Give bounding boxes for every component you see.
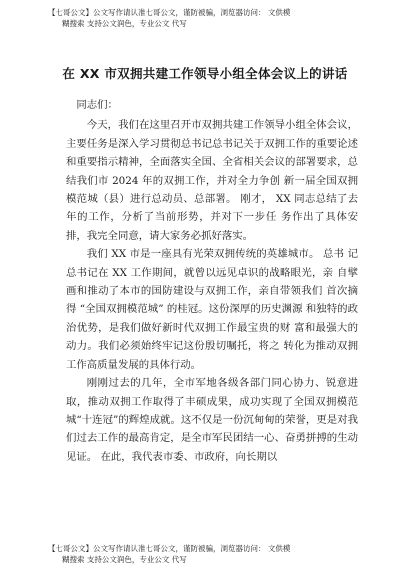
footer-watermark-banner bbox=[48, 543, 378, 565]
header-watermark-banner bbox=[48, 7, 378, 29]
header-banner-line-2: 糊搜索 支持公文润色，专业公文 代写 bbox=[62, 19, 187, 28]
document-body bbox=[66, 96, 358, 466]
header-banner-line-1: 【七哥公文】公文写作请认准七哥公文，谨防被骗，浏览器访问： 文供模 bbox=[48, 8, 291, 17]
paragraph-3: 刚刚过去的几年，全市军地各级各部门同心协力、锐意进取，推动双拥工作取得了丰硕成果，成功实现了全国双拥模范城“十连冠”的辉煌成就。这不仅是一份沉甸甸的荣誉，更是对我们过去工作的最高肯定，是全市军民团结一心、奋勇拼搏的生动见证。 在此，我代表市委、市政府，向长期以 bbox=[66, 377, 358, 463]
paragraph-1: 今天，我们在这里召开市双拥共建工作领导小组全体会议，主要任务是深入学习贯彻总书记总书记关于双拥工作的重要论述和重要指示精神，全面落实全国、全省相关会议的部署要求，总结我们市 2024 年的双拥工作，并对全力争创 新一届全国双拥模范城（县）进行总动员、总部署。 刚才， XX 同志总结了去年的工作，分析了当前形势，并对下一步任 务作出了具体安排，我完全同意，请大家务必抓好落实。 bbox=[66, 119, 358, 242]
document-title: 在 XX 市双拥共建工作领导小组全体会议上的讲话 bbox=[62, 66, 348, 81]
footer-banner-line-2: 糊搜索 支持公文润色，专业公文 代写 bbox=[62, 555, 187, 564]
paragraph-2: 我们 XX 市是一座具有光荣双拥传统的英雄城市。 总书 记总书记在 XX 工作期间，就曾以远见卓识的战略眼光，亲 自擘画和推动了本市的国防建设与双拥工作，亲自带领我们 首次摘得 “全国双拥模范城” 的桂冠。这份深厚的历史渊源 和独特的政治优势，是我们做好新时代双拥工作最宝贵的财 富和最强大的动力。我们必须始终牢记这份殷切嘱托，将之 转化为推动双拥工作高质量发展的具体行动。 bbox=[66, 248, 358, 371]
footer-banner-line-1: 【七哥公文】公文写作请认准七哥公文，谨防被骗，浏览器访问： 文供模 bbox=[48, 544, 291, 553]
salutation: 同志们： bbox=[76, 99, 118, 111]
